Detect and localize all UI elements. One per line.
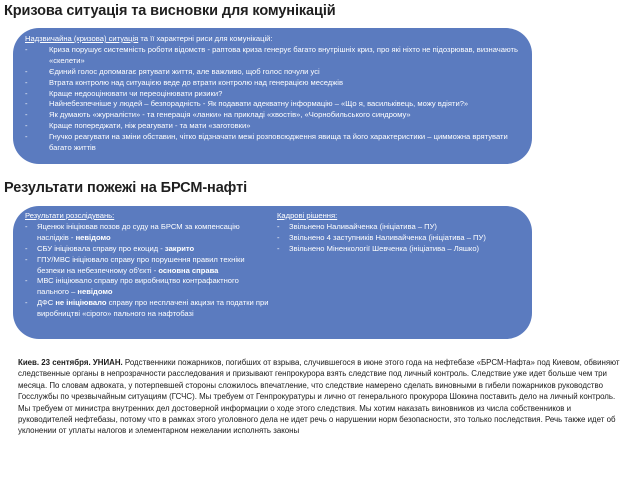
investigation-item xyxy=(25,244,271,255)
bullet-dash: - xyxy=(277,232,280,242)
investigation-text: ДФС xyxy=(37,298,56,308)
bullet-dash: - xyxy=(25,276,28,286)
crisis-item-text: Краще недооцінювати чи переоцінювати ризики? xyxy=(49,88,223,98)
personnel-item xyxy=(277,244,522,255)
crisis-item-text: Як думають «журналісти» - та генерація «ланки» на прикладі «хвостів», «Чорнобильського синдрому» xyxy=(49,110,411,120)
crisis-item-text: Краще попереджати, ніж реагувати - та мати «заготовки» xyxy=(49,121,251,131)
investigations-heading: Результати розслідувань: xyxy=(25,211,115,220)
crisis-intro-link: Надзвичайна (кризова) ситуація xyxy=(25,34,139,43)
crisis-list-item xyxy=(25,132,522,154)
investigation-status: невідомо xyxy=(77,287,113,297)
bullet-dash: - xyxy=(277,243,280,253)
investigation-item xyxy=(25,255,271,277)
personnel-text: Звільнено 4 заступників Наливайченка (ініціатива – ПУ) xyxy=(289,232,486,242)
investigation-item xyxy=(25,222,271,244)
crisis-item-text: Єдиний голос допомагає рятувати життя, але важливо, щоб голос почули усі xyxy=(49,66,320,76)
crisis-intro-text: та її характерні риси для комунікацій: xyxy=(138,34,273,43)
news-lead: Киев. 23 сентября. УНИАН. xyxy=(18,358,123,367)
bullet-dash: - xyxy=(25,298,28,308)
crisis-list-item xyxy=(25,110,522,121)
bullet-dash: - xyxy=(25,66,28,76)
bullet-dash: - xyxy=(25,44,28,54)
bullet-dash: - xyxy=(25,121,28,131)
bullet-dash: - xyxy=(25,99,28,109)
crisis-box xyxy=(13,28,532,164)
bullet-dash: - xyxy=(25,254,28,264)
personnel-text: Звільнено Наливайченка (ініціатива – ПУ) xyxy=(289,221,437,231)
bullet-dash: - xyxy=(277,221,280,231)
personnel-list xyxy=(277,222,522,255)
investigations-column xyxy=(25,211,271,320)
investigation-status: невідомо xyxy=(75,232,111,242)
crisis-title: Кризова ситуація та висновки для комунікацій xyxy=(4,3,336,19)
investigation-item xyxy=(25,276,271,298)
investigation-status: основна справа xyxy=(158,265,219,275)
investigation-text: МВС ініціювало справу про виробництво контрафактного пального – xyxy=(37,276,239,297)
crisis-list-item xyxy=(25,45,522,67)
bullet-dash: - xyxy=(25,243,28,253)
crisis-list-item xyxy=(25,121,522,132)
fire-title: Результати пожежі на БРСМ-нафті xyxy=(4,180,247,196)
bullet-dash: - xyxy=(25,77,28,87)
investigation-text: СБУ ініціювала справу про екоцид - xyxy=(37,243,165,253)
investigation-text-tail: справу про несплачені акцизи та податки при виробництві «сірого» пального на нафтобазі xyxy=(37,298,269,319)
news-paragraph xyxy=(18,357,623,437)
bullet-dash: - xyxy=(25,88,28,98)
personnel-item xyxy=(277,222,522,233)
investigation-item xyxy=(25,298,271,320)
investigations-list xyxy=(25,222,271,320)
investigation-status: не ініціювало xyxy=(55,298,107,308)
crisis-item-text: Найнебезпечніше у людей – безпорадність - Як подавати адекватну інформацію – «Що я, васильківець, можу вдіяти?» xyxy=(49,99,469,109)
crisis-list-item xyxy=(25,99,522,110)
crisis-list xyxy=(25,45,522,154)
crisis-intro xyxy=(25,34,522,45)
news-body: Родственники пожарников, погибших от взрыва, случившегося в июне этого года на нефтебазе «БРСМ-Нафта» под Киевом, обвиняют следственные органы в непрозрачности расследования и призывают генпрокурора взять следствие под личный контроль. Следствие уже идет больше чем три месяца. По словам адвоката, у потерпевшей стороны сложилось впечатление, что следствие намерено сделать виновными в гибели пожарников руководство Госслужбы по чрезвычайным ситуациям (ГСЧС). Мы требуем от Генпрокуратуры и лично от генерального прокурора Шокина поставить дело на личный контроль. Мы требуем от министра внутренних дел достоверной информации о ходе этого следствия. Мы хотим наказать виновников из числа собственников и руководителей нефтебазы, потому что в рамках этого уголовного дела не идет речь о нарушении норм безопасности, это только последствия. Речь также идет об уклонении от уплаты налогов и элементарном нежелании исполнять законы xyxy=(18,358,620,436)
bullet-dash: - xyxy=(25,132,28,142)
crisis-item-text: Криза порушує системність роботи відомств - раптова криза генерує багато внутрішніх криз, про які ніхто не підозрював, визначають «скелети» xyxy=(49,44,518,65)
personnel-item xyxy=(277,233,522,244)
fire-box xyxy=(13,206,532,339)
crisis-list-item xyxy=(25,67,522,78)
crisis-list-item xyxy=(25,78,522,89)
personnel-column xyxy=(277,211,522,320)
personnel-text: Звільнено Міненкології Шевченка (ініціатива – Ляшко) xyxy=(289,243,480,253)
bullet-dash: - xyxy=(25,221,28,231)
investigation-text: ГПУ/МВС ініціювало справу про порушення правил техніки безпеки на небезпечному об'єкті - xyxy=(37,254,245,275)
crisis-item-text: Гнучко реагувати на зміни обставин, чітко відзначати межі розповсюдження явища та його характеристики – цимможна врятувати багато життів xyxy=(49,132,508,153)
investigation-status: закрито xyxy=(164,243,195,253)
personnel-heading: Кадрові рішення: xyxy=(277,211,338,220)
crisis-list-item xyxy=(25,89,522,100)
crisis-item-text: Втрата контролю над ситуацією веде до втрати контролю над генерацією меседжів xyxy=(49,77,344,87)
investigation-text: Яценюк ініціював позов до суду на БРСМ за компенсацію наслідків - xyxy=(37,221,240,242)
bullet-dash: - xyxy=(25,110,28,120)
